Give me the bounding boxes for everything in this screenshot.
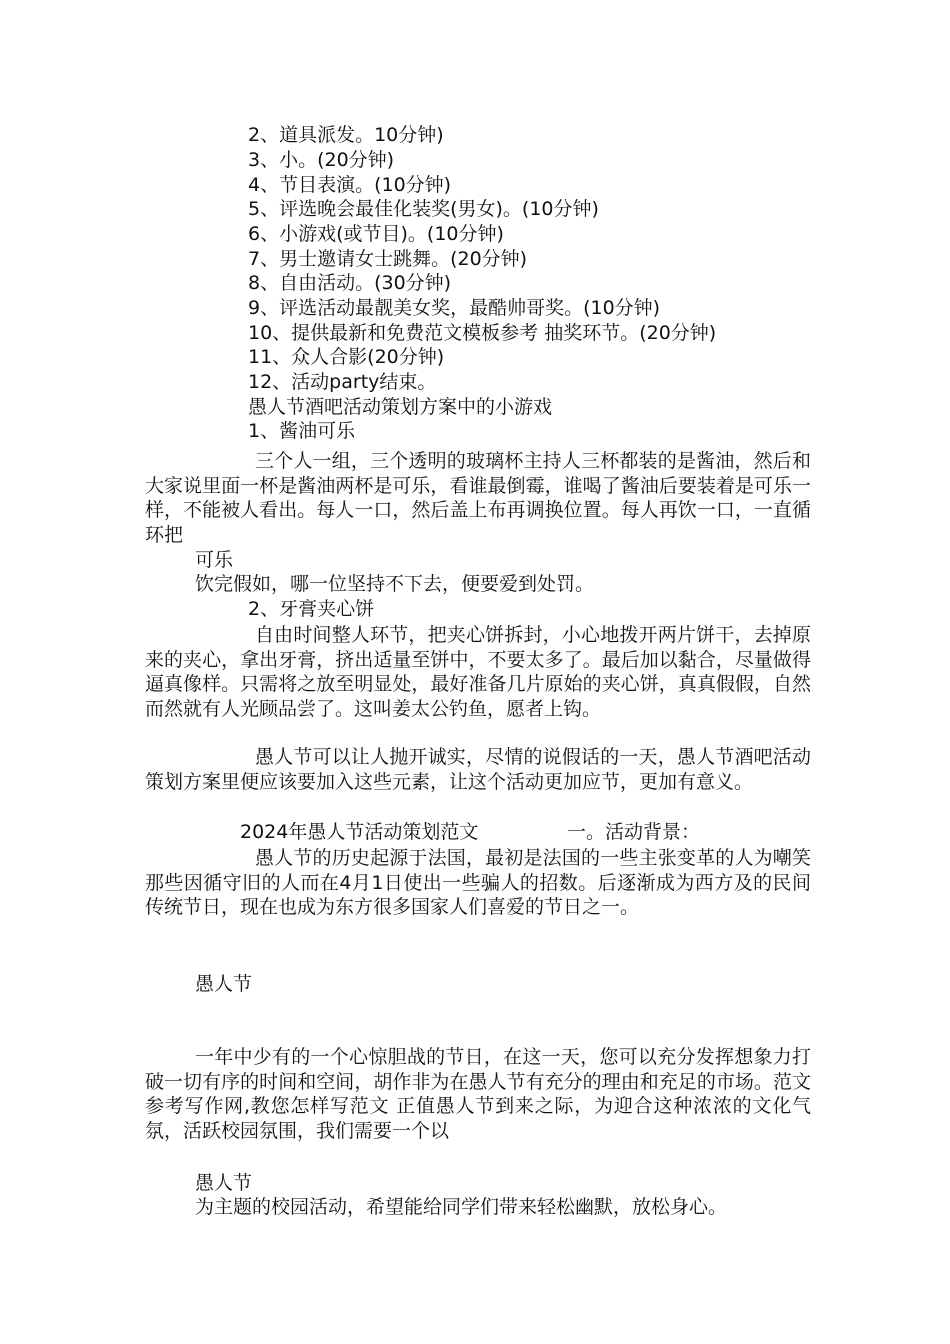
section-subtitle: 一。活动背景： (567, 821, 701, 843)
list-item: 4、节目表演。(10分钟) (248, 174, 452, 196)
list-item: 9、评选活动最靓美女奖，最酷帅哥奖。(10分钟) (248, 297, 661, 319)
game-1-continuation: 饮完假如，哪一位坚持不下去，便要爱到处罚。 (195, 573, 595, 595)
list-item: 2、道具派发。10分钟) (248, 124, 444, 146)
game-1-paragraph: 三个人一组，三个透明的玻璃杯主持人三杯都装的是酱油，然后和大家说里面一杯是酱油两杯是可乐，看谁最倒霉，谁喝了酱油后要装着是可乐一样，不能被人看出。每人一口，然后盖上布再调换位置。每人再饮一口，一直循环把 (145, 450, 811, 546)
background-paragraph: 愚人节的历史起源于法国，最初是法国的一些主张变革的人为嘲笑那些因循守旧的人而在4月1日使出一些骗人的招数。后逐渐成为西方及的民间传统节日，现在也成为东方很多国家人们喜爱的节日之一。 (145, 847, 811, 919)
game-1-title: 1、酱油可乐 (248, 420, 356, 442)
list-item: 6、小游戏(或节目)。(10分钟) (248, 223, 504, 245)
summary-paragraph: 愚人节可以让人抛开诚实，尽情的说假话的一天，愚人节酒吧活动策划方案里便应该要加入这些元素，让这个活动更加应节，更加有意义。 (145, 746, 811, 793)
list-item: 10、提供最新和免费范文模板参考 抽奖环节。(20分钟) (248, 322, 717, 344)
closing-line: 为主题的校园活动，希望能给同学们带来轻松幽默，放松身心。 (195, 1196, 728, 1218)
section-title: 2024年愚人节活动策划范文 (240, 821, 479, 843)
intro-paragraph: 一年中少有的一个心惊胆战的节日，在这一天，您可以充分发挥想象力打破一切有序的时间和空间，胡作非为在愚人节有充分的理由和充足的市场。范文参考写作网,教您怎样写范文 正值愚人节到来之际，为迎合这种浓浓的文化气氛，活跃校园氛围，我们需要一个以 (145, 1046, 811, 1142)
game-2-title: 2、牙膏夹心饼 (248, 598, 375, 620)
list-item: 11、众人合影(20分钟) (248, 346, 445, 368)
list-item: 8、自由活动。(30分钟) (248, 272, 452, 294)
list-item: 3、小。(20分钟) (248, 149, 395, 171)
games-heading: 愚人节酒吧活动策划方案中的小游戏 (248, 396, 553, 418)
game-1-continuation: 可乐 (195, 549, 234, 571)
list-item: 7、男士邀请女士跳舞。(20分钟) (248, 248, 528, 270)
fools-day-label: 愚人节 (195, 1172, 253, 1194)
list-item: 12、活动party结束。 (248, 371, 437, 393)
game-2-paragraph: 自由时间整人环节，把夹心饼拆封，小心地拨开两片饼干，去掉原来的夹心，拿出牙膏，挤出适量至饼中，不要太多了。最后加以黏合，尽量做得逼真像样。只需将之放至明显处，最好准备几片原始的夹心饼，真真假假，自然而然就有人光顾品尝了。这叫姜太公钓鱼，愿者上钩。 (145, 624, 811, 720)
list-item: 5、评选晚会最佳化装奖(男女)。(10分钟) (248, 198, 599, 220)
fools-day-label: 愚人节 (195, 973, 253, 995)
